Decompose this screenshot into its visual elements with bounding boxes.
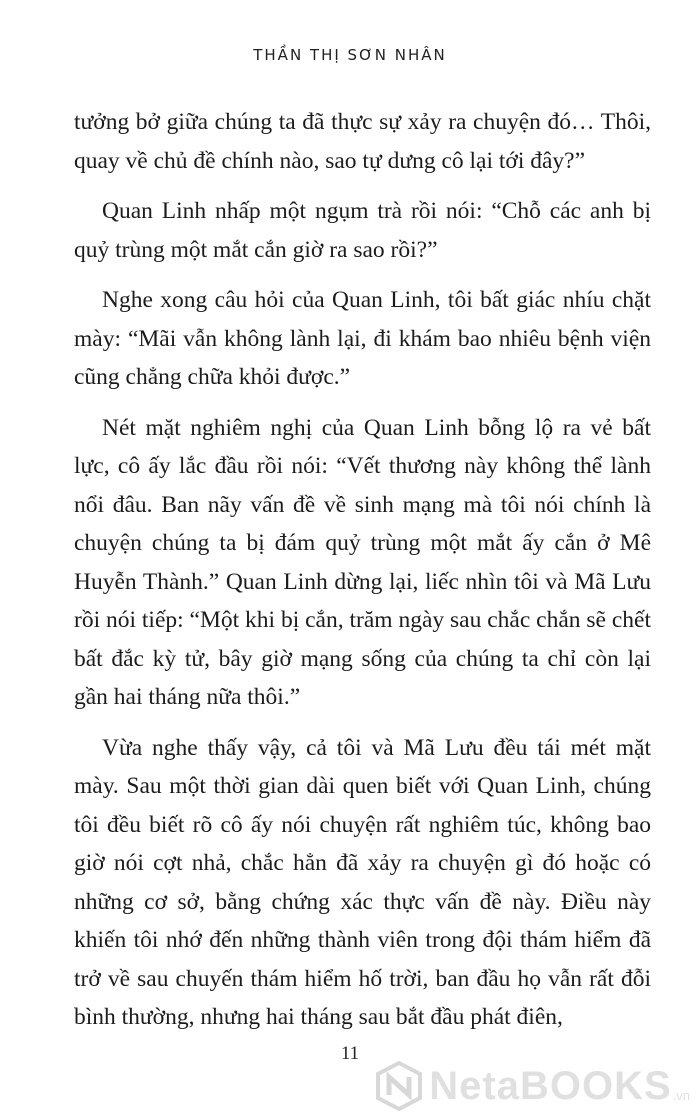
watermark: [375, 1061, 690, 1111]
watermark-suffix: .vn: [672, 1088, 690, 1103]
paragraph: Vừa nghe thấy vậy, cả tôi và Mã Lưu đều tái mét mặt mày. Sau một thời gian dài quen biết với Quan Linh, chúng tôi đều biết rõ cô ấy nói chuyện rất nghiêm túc, không bao giờ nói cợt nhả, chắc hẳn đã xảy ra chuyện gì đó hoặc có những cơ sở, bằng chứng xác thực vấn đề này. Điều này khiến tôi nhớ đến những thành viên trong đội thám hiểm đã trở về sau chuyến thám hiểm hố trời, ban đầu họ vẫn rất đỗi bình thường, nhưng hai tháng sau bắt đầu phát điên,: [74, 734, 651, 1030]
watermark-brand: NetaBOOKS: [429, 1063, 672, 1108]
paragraph: Nét mặt nghiêm nghị của Quan Linh bỗng lộ ra vẻ bất lực, cô ấy lắc đầu rồi nói: “Vết thương này không thể lành nổi đâu. Ban nãy vấn đề về sinh mạng mà tôi nói chính là chuyện chúng ta bị đám quỷ trùng một mắt ấy cắn ở Mê Huyễn Thành.” Quan Linh dừng lại, liếc nhìn tôi và Mã Lưu rồi nói tiếp: “Một khi bị cắn, trăm ngày sau chắc chắn sẽ chết bất đắc kỳ tử, bây giờ mạng sống của chúng ta chỉ còn lại gần hai tháng nữa thôi.”: [74, 414, 651, 710]
body-text: [74, 103, 651, 1049]
page-number: 11: [340, 1043, 360, 1064]
netabooks-logo-icon: [375, 1061, 423, 1111]
paragraph: Quan Linh nhấp một ngụm trà rồi nói: “Chỗ các anh bị quỷ trùng một mắt cắn giờ ra sao rồi?”: [74, 198, 651, 263]
paragraph: Nghe xong câu hỏi của Quan Linh, tôi bất giác nhíu chặt mày: “Mãi vẫn không lành lại, đi khám bao nhiêu bệnh viện cũng chẳng chữa khỏi được.”: [74, 287, 651, 390]
running-header: THẦN THỊ SƠN NHÂN: [253, 46, 447, 64]
paragraph: tưởng bở giữa chúng ta đã thực sự xảy ra chuyện đó… Thôi, quay về chủ đề chính nào, sao tự dưng cô lại tới đây?”: [74, 109, 651, 174]
